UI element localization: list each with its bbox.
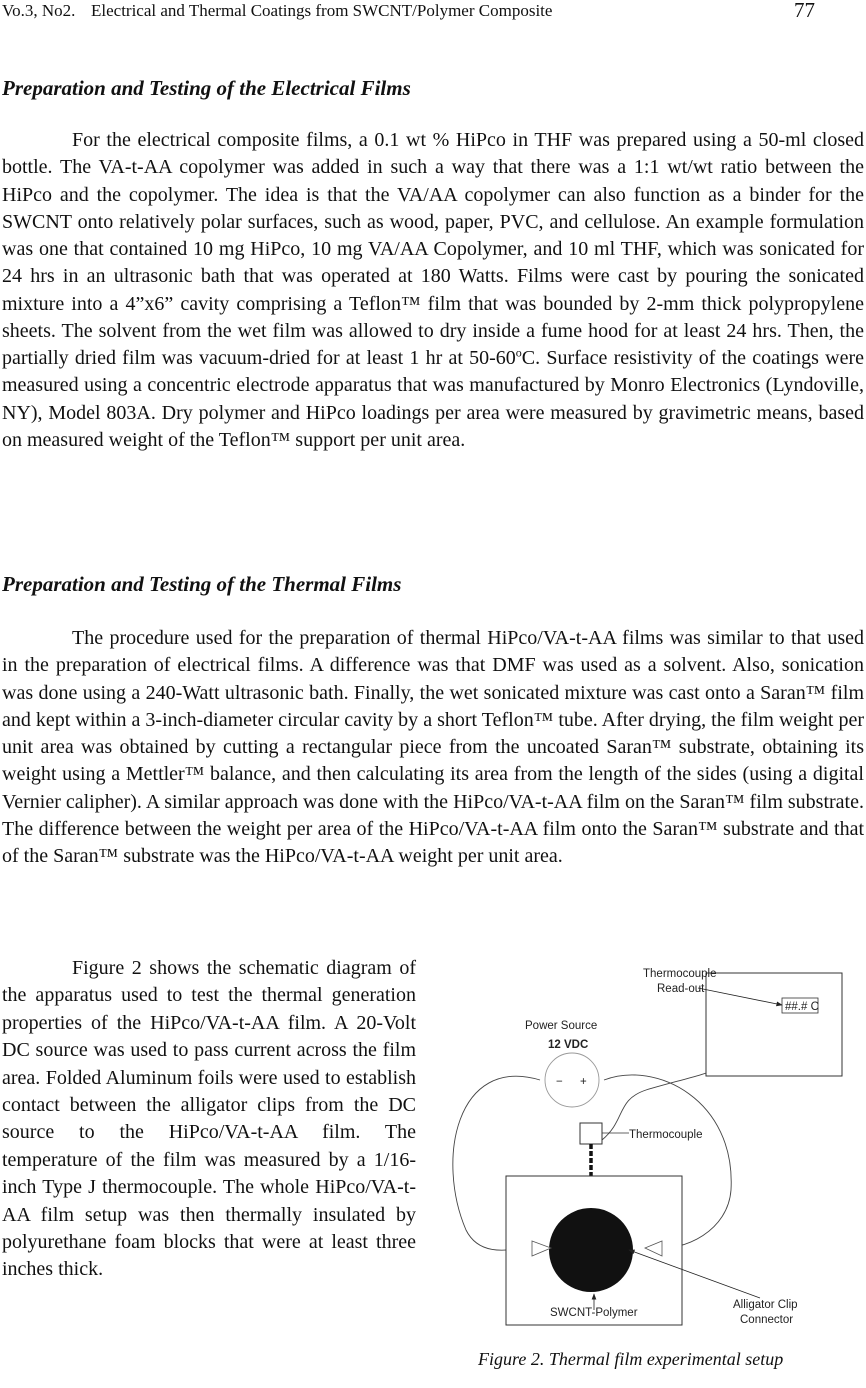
thermocouple-label: Thermocouple [629,1129,703,1141]
section-heading-electrical: Preparation and Testing of the Electrical Films [2,76,411,100]
running-header [2,0,864,24]
sample-label: SWCNT-Polymer [550,1307,638,1319]
thermocouple-sensor [580,1123,602,1144]
power-source-label: Power Source [525,1020,598,1032]
thermal-setup-diagram [436,960,864,1340]
power-source-icon [545,1053,599,1107]
readout-box [706,973,842,1076]
readout-label-line2: Read-out [657,983,705,995]
minus-terminal: − [556,1076,563,1088]
paragraph-electrical-part2: C. Surface resistivity of the coatings were measured using a concentric electrode apparatus that was manufactured by Monro Electronics (Lyndoville, NY), Model 803A. Dry polymer and HiPco loadings per area were measured by gravimetric means, based on measured weight of the Teflon™ support per unit area. [2,347,865,451]
voltage-label: 12 VDC [548,1039,589,1051]
paragraph-thermal: The procedure used for the preparation of thermal HiPco/VA-t-AA films was similar to that used in the preparation of electrical films. A difference was that DMF was used as a solvent. Also, sonication was done using a 240-Watt ultrasonic bath. Finally, the wet sonicated mixture was cast onto a Saran™ film and kept within a 3-inch-diameter circular cavity by a short Teflon™ tube. After drying, the film weight per unit area was obtained by cutting a rectangular piece from the uncoated Saran™ substrate, obtaining its weight using a Mettler™ balance, and then calculating its area from the length of the sides (using a digital Vernier calipher). A similar approach was done with the HiPco/VA-t-AA film on the Saran™ film substrate. The difference between the weight per area of the HiPco/VA-t-AA film onto the Saran™ substrate and that of the Saran™ substrate was the HiPco/VA-t-AA weight per unit area. [2,627,864,867]
volume-label: Vo.3, No2. [2,1,76,20]
readout-display-text: ##.# C [785,1001,819,1013]
paragraph-electrical [2,127,864,454]
paragraph-figure-description: Figure 2 shows the schematic diagram of the apparatus used to test the thermal generation properties of the HiPco/VA-t-AA film. A 20-Volt DC source was used to pass current across the film area. Folded Aluminum foils were used to establish contact between the alligator clips from the DC source to the HiPco/VA-t-AA film. The temperature of the film was measured by a 1/16-inch Type J thermocouple. The whole HiPco/VA-t-AA film setup was then thermally insulated by polyurethane foam blocks that were at least three inches thick. [2,957,416,1281]
figure-caption: Figure 2. Thermal film experimental setup [478,1349,784,1369]
section-heading-thermal: Preparation and Testing of the Thermal Films [2,572,402,596]
swcnt-polymer-film [549,1208,633,1292]
paragraph-electrical-part1: For the electrical composite films, a 0.1 wt % HiPco in THF was prepared using a 50-ml closed bottle. The VA-t-AA copolymer was added in such a way that there was a 1:1 wt/wt ratio between the HiPco and the copolymer. The idea is that the VA/AA copolymer can also function as a binder for the SWCNT onto relatively polar surfaces, such as wood, paper, PVC, and cellulose. An example formulation was one that contained 10 mg HiPco, 10 mg VA/AA Copolymer, and 10 ml THF, which was sonicated for 24 hrs in an ultrasonic bath that was operated at 180 Watts. Films were cast by pouring the sonicated mixture into a 4”x6” cavity comprising a Teflon™ film that was bounded by 2-mm thick polypropylene sheets. The solvent from the wet film was allowed to dry inside a fume hood for at least 24 hrs. Then, the partially dried film was vacuum-dried for at least 1 hr at 50-60 [2,129,864,369]
readout-label-line1: Thermocouple [643,968,717,980]
clip-label-line2: Connector [740,1314,794,1326]
clip-label-line1: Alligator Clip [733,1299,798,1311]
plus-terminal: + [580,1076,587,1088]
page-number: 77 [794,0,815,22]
degree-superscript: o [515,345,522,360]
running-title: Electrical and Thermal Coatings from SWCNT/Polymer Composite [91,1,553,20]
